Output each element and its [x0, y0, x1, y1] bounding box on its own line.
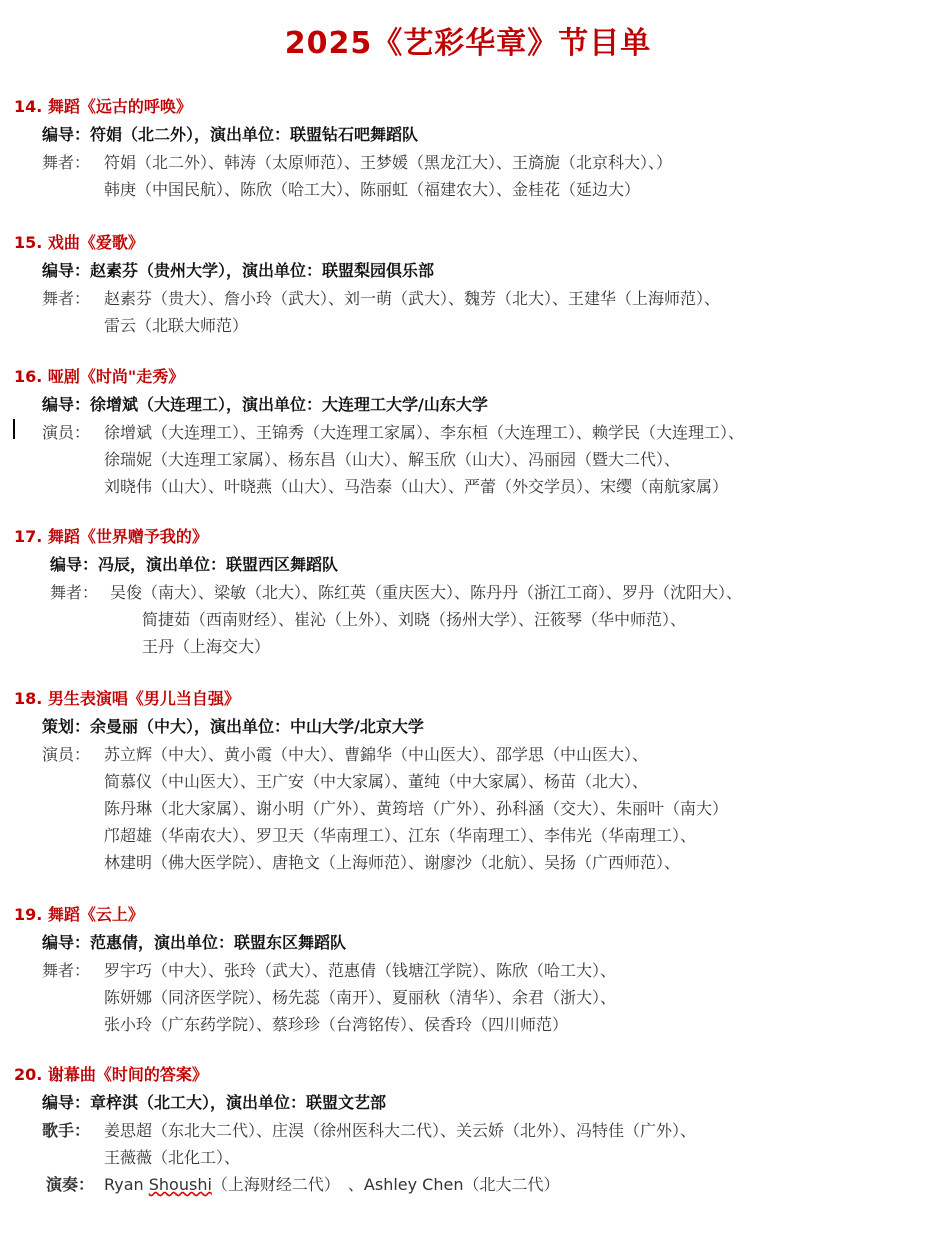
cast-line: 徐增斌（大连理工）、王锦秀（大连理工家属）、李东桓（大连理工）、赖学民（大连理工）、	[104, 423, 745, 442]
program-director: 编导：范惠倩，演出单位：联盟东区舞蹈队	[42, 933, 347, 952]
cast-line: 刘晓伟（山大）、叶晓燕（山大）、马浩泰（山大）、严蕾（外交学员）、宋缨（南航家属）	[104, 477, 729, 496]
cast-line: 苏立辉（中大）、黄小霞（中大）、曹錦华（中山医大）、邵学思（中山医大）、	[104, 745, 649, 764]
cast-line: 邝超雄（华南农大）、罗卫天（华南理工）、江东（华南理工）、李伟光（华南理工）、	[104, 826, 697, 845]
program-heading: 18. 男生表演唱《男儿当自强》	[14, 689, 240, 708]
text-cursor	[13, 419, 15, 439]
program-heading: 17. 舞蹈《世界赠予我的》	[14, 527, 208, 546]
cast-line	[104, 1172, 559, 1195]
cast-label: 舞者：	[42, 961, 91, 980]
program-director: 编导：冯辰，演出单位：联盟西区舞蹈队	[50, 555, 339, 574]
cast-label: 演员：	[42, 745, 91, 764]
cast-line: 王丹（上海交大）	[142, 637, 271, 656]
cast-line: 简慕仪（中山医大）、王广安（中大家属）、董纯（中大家属）、杨苗（北大）、	[104, 772, 649, 791]
program-director: 编导：章梓淇（北工大），演出单位：联盟文艺部	[42, 1093, 387, 1112]
performer-name-suffix: （上海财经二代） 、Ashley Chen（北大二代）	[211, 1175, 560, 1194]
cast-line: 吴俊（南大）、梁敏（北大）、陈红英（重庆医大）、陈丹丹（浙江工商）、罗丹（沈阳大）、	[110, 583, 743, 602]
program-director: 策划：余曼丽（中大），演出单位：中山大学/北京大学	[42, 717, 424, 736]
program-heading: 20. 谢幕曲《时间的答案》	[14, 1065, 208, 1084]
cast-line: 林建明（佛大医学院）、唐艳文（上海师范）、谢廖沙（北航）、吴扬（广西师范）、	[104, 853, 681, 872]
cast-label: 演奏：	[46, 1175, 95, 1194]
cast-line: 韩庚（中国民航）、陈欣（哈工大）、陈丽虹（福建农大）、金桂花（延边大）	[104, 180, 641, 199]
cast-line: 陈妍娜（同济医学院）、杨先蕊（南开）、夏丽秋（清华）、余君（浙大）、	[104, 988, 617, 1007]
cast-line: 赵素芬（贵大）、詹小玲（武大）、刘一萌（武大）、魏芳（北大）、王建华（上海师范）、	[104, 289, 721, 308]
cast-line: 罗宇巧（中大）、张玲（武大）、范惠倩（钱塘江学院）、陈欣（哈工大）、	[104, 961, 617, 980]
cast-line: 符娟（北二外）、韩涛（太原师范）、王梦媛（黑龙江大）、王旖旎（北京科大）、）	[104, 153, 673, 172]
performer-name-prefix: Ryan	[104, 1175, 149, 1194]
program-heading: 16. 哑剧《时尚"走秀》	[14, 367, 185, 386]
cast-line: 雷云（北联大师范）	[104, 316, 249, 335]
page-title: 2025《艺彩华章》节目单	[284, 26, 652, 61]
program-heading: 14. 舞蹈《远古的呼唤》	[14, 97, 192, 116]
cast-line: 姜思超（东北大二代）、庄淏（徐州医科大二代）、关云娇（北外）、冯特佳（广外）、	[104, 1121, 697, 1140]
cast-label: 歌手：	[42, 1121, 91, 1140]
cast-line: 王薇薇（北化工）、	[104, 1148, 241, 1167]
cast-line: 陈丹琳（北大家属）、谢小明（广外）、黄筠培（广外）、孙科涵（交大）、朱丽叶（南大）	[104, 799, 729, 818]
cast-label: 舞者：	[42, 153, 91, 172]
program-director: 编导：徐增斌（大连理工），演出单位：大连理工大学/山东大学	[42, 395, 488, 414]
cast-line: 徐瑞妮（大连理工家属）、杨东昌（山大）、解玉欣（山大）、冯丽园（暨大二代）、	[104, 450, 681, 469]
cast-line: 张小玲（广东药学院）、蔡珍珍（台湾铭传）、侯香玲（四川师范）	[104, 1015, 569, 1034]
cast-label: 舞者：	[42, 289, 91, 308]
program-heading: 15. 戏曲《爱歌》	[14, 233, 144, 252]
performer-name-underlined: Shoushi	[148, 1175, 212, 1194]
cast-label: 演员：	[42, 423, 91, 442]
program-heading: 19. 舞蹈《云上》	[14, 905, 144, 924]
cast-label: 舞者：	[50, 583, 99, 602]
cast-line: 简捷茹（西南财经）、崔沁（上外）、刘晓（扬州大学）、汪筱琴（华中师范）、	[142, 610, 687, 629]
program-director: 编导：符娟（北二外），演出单位：联盟钻石吧舞蹈队	[42, 125, 419, 144]
program-director: 编导：赵素芬（贵州大学），演出单位：联盟梨园俱乐部	[42, 261, 435, 280]
